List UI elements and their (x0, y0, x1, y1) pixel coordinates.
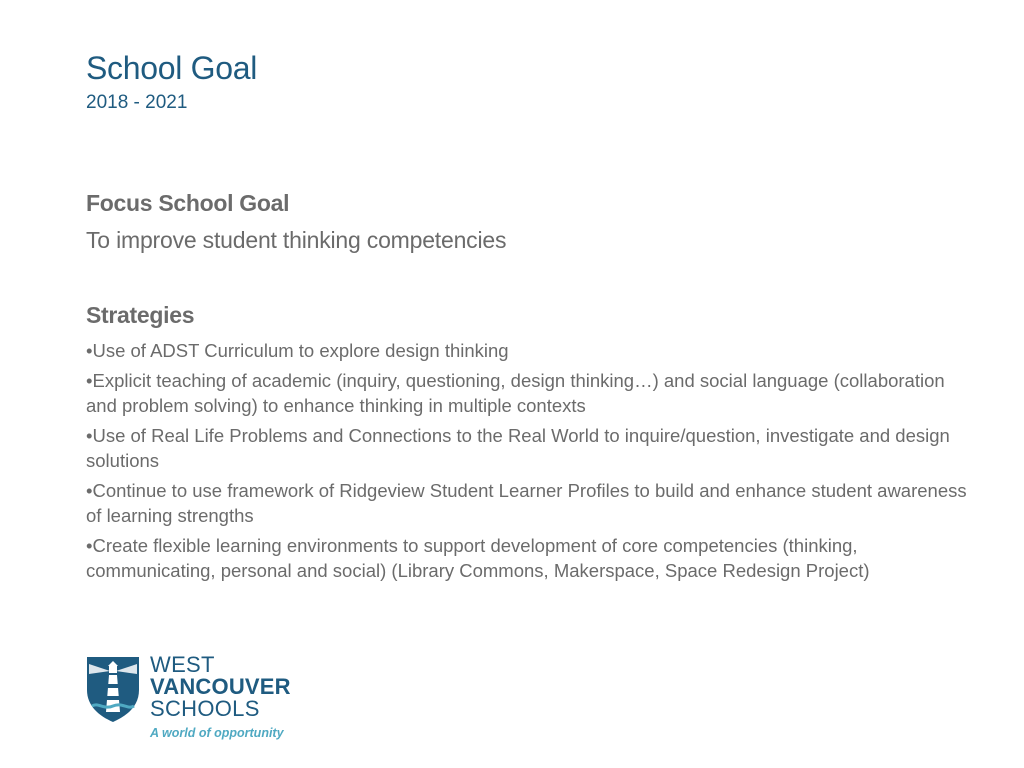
bullet-icon: • (86, 370, 93, 391)
bullet-icon: • (86, 480, 93, 501)
logo-tagline: A world of opportunity (150, 726, 284, 740)
page-title: School Goal (86, 50, 258, 86)
strategy-text: Create flexible learning environments to support development of core competencies (thinking, communicating, personal and social) (Library Commons, Makerspace, Space Redesign Project) (86, 535, 870, 581)
strategies-list (86, 338, 976, 588)
logo-wordmark (150, 654, 291, 720)
strategy-text: Continue to use framework of Ridgeview Student Learner Profiles to build and enhance student awareness of learning strengths (86, 480, 967, 526)
bullet-icon: • (86, 340, 93, 361)
strategy-item (86, 423, 976, 473)
strategy-item (86, 338, 976, 363)
bullet-icon: • (86, 425, 93, 446)
strategy-item (86, 368, 976, 418)
focus-heading: Focus School Goal (86, 190, 290, 216)
strategy-text: Explicit teaching of academic (inquiry, questioning, design thinking…) and social language (collaboration and problem solving) to enhance thinking in multiple contexts (86, 370, 945, 416)
page-subtitle: 2018 - 2021 (86, 92, 188, 113)
logo-line-schools: SCHOOLS (150, 696, 260, 721)
strategy-item (86, 533, 976, 583)
west-vancouver-schools-logo (84, 654, 304, 744)
lighthouse-shield-icon (84, 654, 142, 724)
strategy-item (86, 478, 976, 528)
focus-text: To improve student thinking competencies (86, 227, 507, 253)
bullet-icon: • (86, 535, 93, 556)
strategy-text: Use of Real Life Problems and Connections to the Real World to inquire/question, investigate and design solutions (86, 425, 950, 471)
logo-line-vancouver: VANCOUVER (150, 674, 291, 699)
strategy-text: Use of ADST Curriculum to explore design thinking (92, 340, 509, 361)
logo-line-west: WEST (150, 652, 215, 677)
strategies-heading: Strategies (86, 302, 195, 328)
